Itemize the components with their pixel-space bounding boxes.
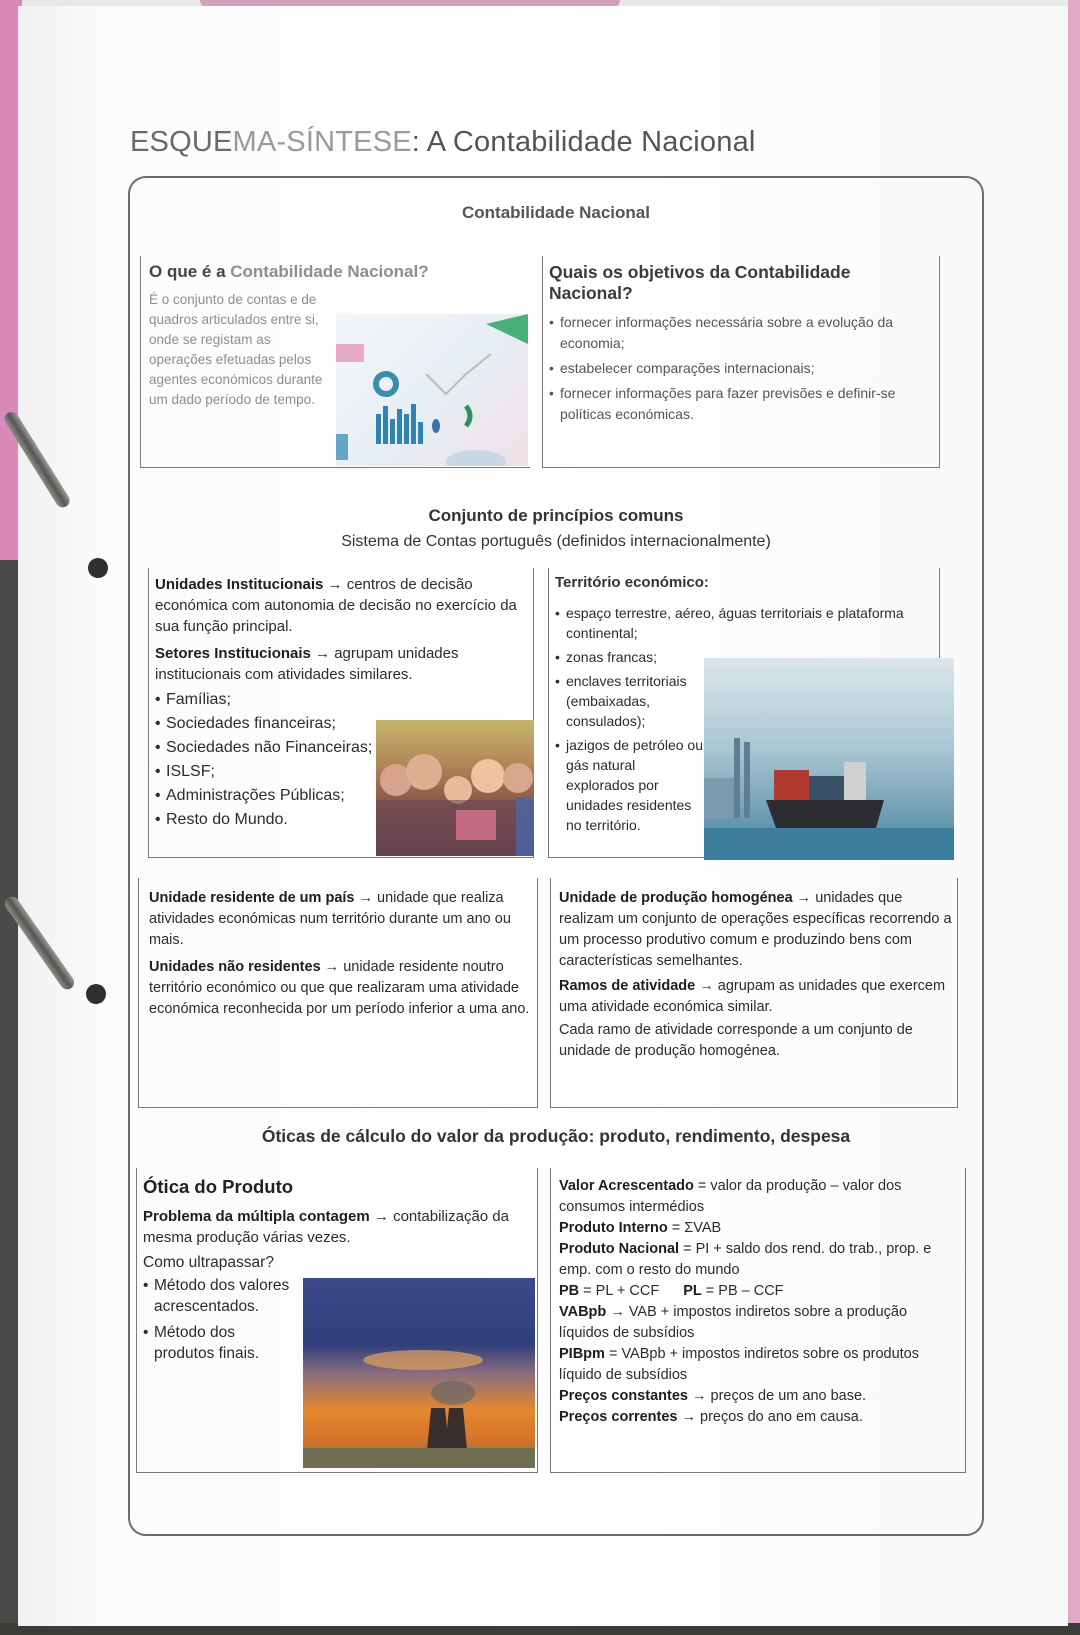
binder-ring-end-icon <box>86 984 106 1004</box>
optics-title: Óticas de cálculo do valor da produção: produto, rendimento, despesa <box>261 1126 851 1146</box>
list-item: • espaço terrestre, aéreo, águas territoriais e plataforma continental; <box>555 603 933 643</box>
activity-branches-note: Cada ramo de atividade corresponde a um conjunto de unidade de produção homogénea. <box>559 1022 913 1059</box>
institutional-units-def: Unidades Institucionais → centros de decisão económica com autonomia de decisão no exercício da sua função principal. <box>155 576 517 635</box>
economic-territory-box <box>548 568 940 858</box>
list-item: • fornecer informações para fazer previsões e definir-se políticas económicas. <box>549 383 933 425</box>
list-item: • Método dos valores acrescentados. <box>143 1275 293 1317</box>
list-item: • enclaves territoriais (embaixadas, consulados); <box>555 671 705 731</box>
list-item: • Famílias; <box>155 688 529 712</box>
chart-graphics-icon <box>336 314 528 466</box>
list-item: • Resto do Mundo. <box>155 808 529 832</box>
multiple-counting-def: Problema da múltipla contagem → contabilização da mesma produção várias vezes. <box>143 1208 509 1246</box>
resident-unit-def: Unidade residente de um país → unidade que realiza atividades económicas num território durante um ano ou mais. <box>149 890 511 948</box>
product-optics-heading: Ótica do Produto <box>143 1176 294 1197</box>
principles-title: Conjunto de princípios comuns <box>428 506 684 525</box>
power-plant-sunset-photo <box>303 1278 535 1468</box>
list-item: • estabelecer comparações internacionais; <box>549 358 933 379</box>
institutional-units-box <box>148 568 534 858</box>
document-page <box>18 6 1068 1626</box>
activity-branches-def: Ramos de atividade → agrupam as unidades que exercem uma atividade económica similar. <box>559 978 946 1015</box>
objectives-box <box>542 256 940 468</box>
production-box <box>550 878 958 1108</box>
family-photo <box>376 720 534 856</box>
methods-list <box>137 1273 297 1364</box>
formula-domestic-product: Produto Interno = ΣVAB <box>559 1220 722 1236</box>
formula-current-prices: Preços correntes → preços do ano em causa. <box>559 1409 863 1425</box>
how-to-overcome: Como ultrapassar? <box>143 1254 274 1271</box>
formulas-list <box>551 1168 965 1428</box>
product-optics-box <box>136 1168 538 1473</box>
formulas-box <box>550 1168 966 1473</box>
formula-vabpb: VABpb → VAB + impostos indiretos sobre a produção líquidos de subsídios <box>559 1304 908 1341</box>
page-edge-right <box>1068 0 1080 1635</box>
binder-edge-dark <box>0 560 18 1635</box>
power-plant-graphic <box>303 1278 535 1468</box>
territory-heading: Território económico: <box>555 574 709 591</box>
cargo-ship-graphic <box>704 658 954 860</box>
objectives-heading: Quais os objetivos da Contabilidade Nacional? <box>549 262 851 303</box>
charts-image <box>336 314 528 466</box>
formula-pibpm: PIBpm = VABpb + impostos indiretos sobre os produtos líquido de subsídios <box>559 1346 919 1383</box>
list-item: • Administrações Públicas; <box>155 784 529 808</box>
residency-box <box>138 878 538 1108</box>
list-item: • Sociedades não Financeiras; <box>155 736 529 760</box>
binder-ring-end-icon <box>88 558 108 578</box>
formula-value-added: Valor Acrescentado = valor da produção – valor dos consumos intermédios <box>559 1178 902 1215</box>
frame-title: Contabilidade Nacional <box>462 203 650 222</box>
what-is-box <box>140 256 530 468</box>
objectives-list <box>543 304 939 425</box>
list-item: • zonas francas; <box>555 647 705 667</box>
what-is-heading: O que é a Contabilidade Nacional? <box>149 262 429 281</box>
list-item: • Sociedades financeiras; <box>155 712 529 736</box>
formula-constant-prices: Preços constantes → preços de um ano base. <box>559 1388 867 1404</box>
family-photo-graphic <box>376 720 534 856</box>
non-resident-unit-def: Unidades não residentes → unidade residente noutro território económico ou que que realizaram uma atividade económica reconhecida por um período inferior a uma ano. <box>149 959 530 1017</box>
page-title: ESQUEMA-SÍNTESE: A Contabilidade Nacional <box>130 126 756 158</box>
principles-subtitle: Sistema de Contas português (definidos internacionalmente) <box>341 533 771 550</box>
list-item: • jazigos de petróleo ou gás natural explorados por unidades residentes no território. <box>555 735 705 835</box>
formula-national-product: Produto Nacional = PI + saldo dos rend. do trab., prop. e emp. com o resto do mundo <box>559 1241 932 1278</box>
homogeneous-unit-def: Unidade de produção homogénea → unidades que realizam um conjunto de operações específicas recorrendo a um processo produtivo comum e produzindo bens com características semelhantes. <box>559 890 952 969</box>
list-item: • Método dos produtos finais. <box>143 1322 293 1364</box>
list-item: • ISLSF; <box>155 760 529 784</box>
cargo-ship-photo <box>704 658 954 860</box>
institutional-sectors-def: Setores Institucionais → agrupam unidades institucionais com atividades similares. <box>155 645 459 683</box>
list-item: • fornecer informações necessária sobre a evolução da economia; <box>549 312 933 354</box>
summary-frame <box>128 176 984 1536</box>
what-is-text: É o conjunto de contas e de quadros articulados entre si, onde se registam as operações efetuadas pelos agentes económicos durante um dado período de tempo. <box>149 292 323 407</box>
formula-pb-pl: PB = PL + CCF PL = PB – CCF <box>559 1283 784 1299</box>
